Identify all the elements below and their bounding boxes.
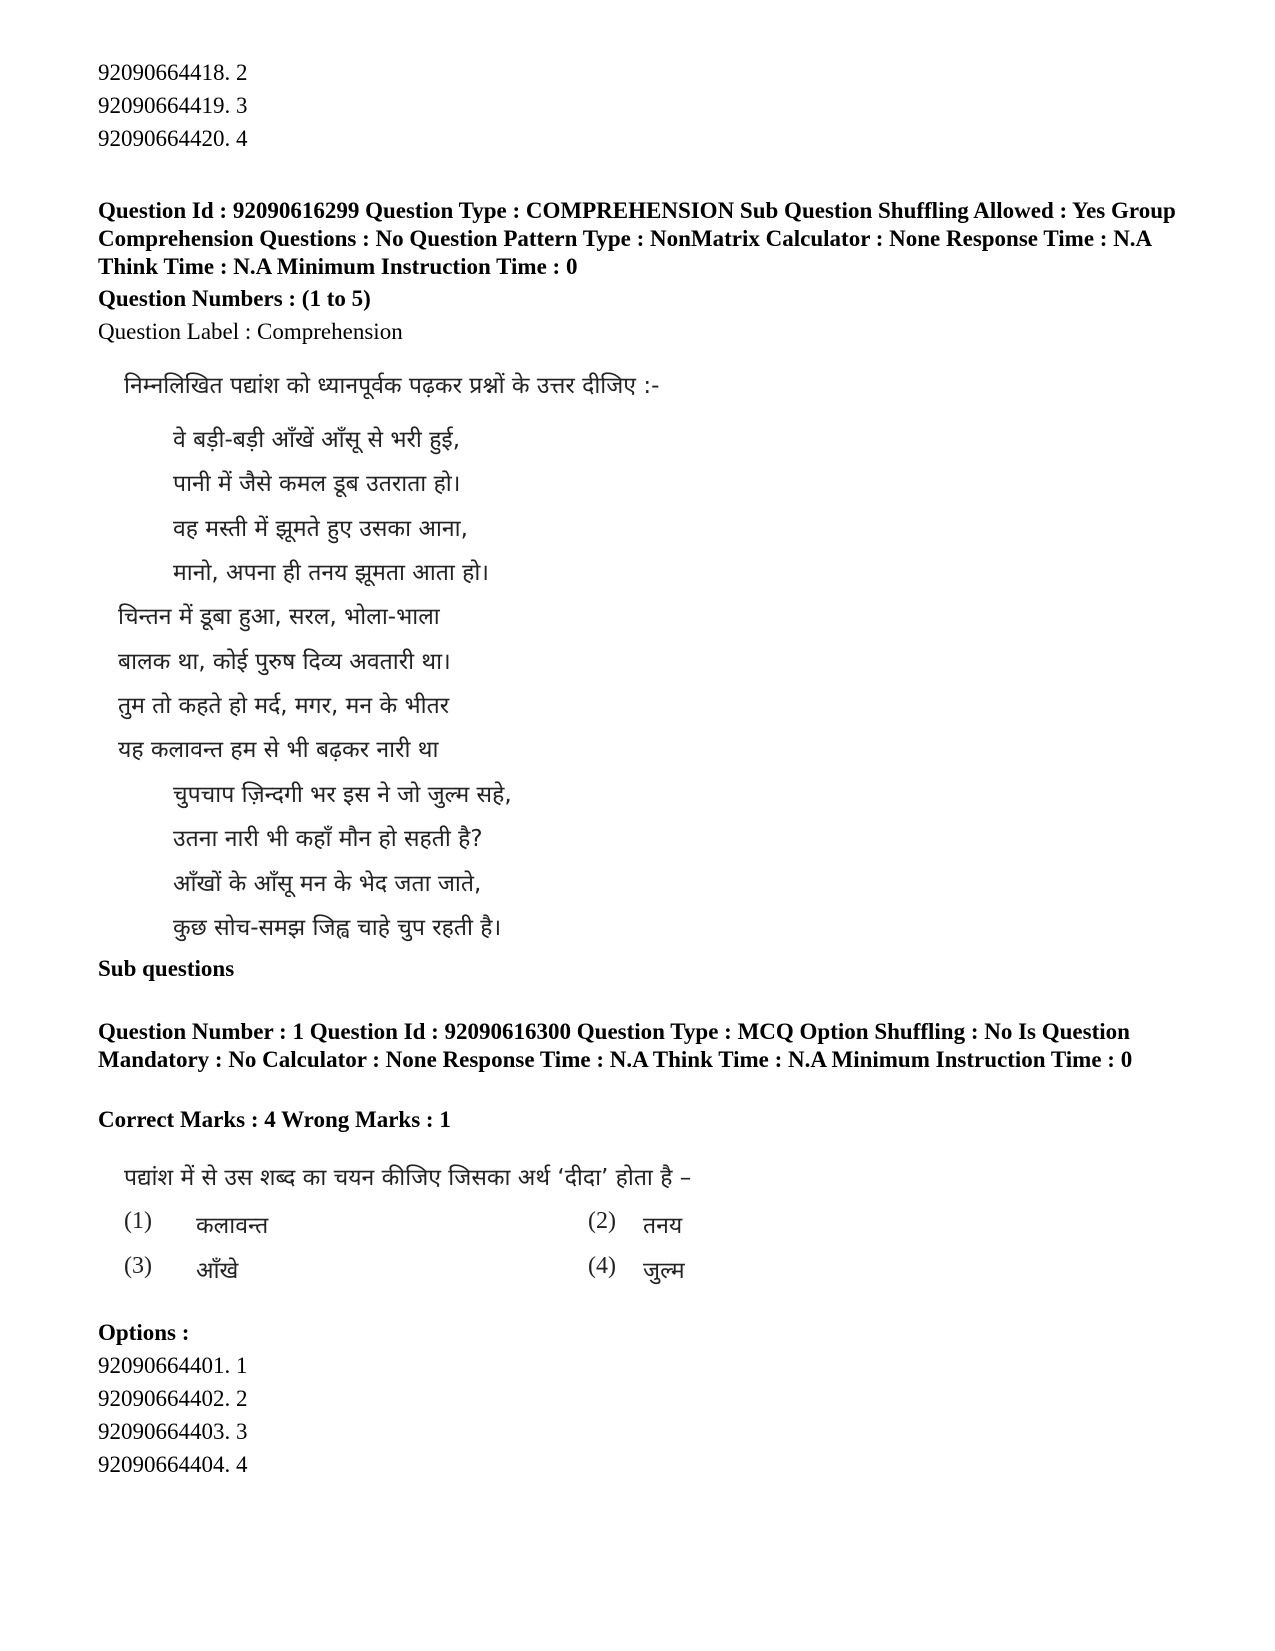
- previous-options: [98, 56, 248, 155]
- verse-line: उतना नारी भी कहाँ मौन हो सहती है?: [173, 826, 483, 852]
- choice-4: [588, 1253, 616, 1280]
- verse-line: मानो, अपना ही तनय झूमता आता हो।: [173, 560, 490, 586]
- choice-text: आँखे: [196, 1258, 239, 1284]
- option-line: 92090664420. 4: [98, 126, 248, 151]
- choice-1: [124, 1208, 152, 1235]
- verse-line: चिन्तन में डूबा हुआ, सरल, भोला-भाला: [118, 604, 440, 630]
- option-line: 92090664403. 3: [98, 1419, 248, 1444]
- options-label: Options :: [98, 1320, 190, 1345]
- choice-number: (2): [588, 1208, 616, 1234]
- passage-instruction: निम्नलिखित पद्यांश को ध्यानपूर्वक पढ़कर प्रश्नों के उत्तर दीजिए :-: [124, 373, 660, 399]
- choice-number: (3): [124, 1253, 152, 1279]
- option-line: 92090664402. 2: [98, 1386, 248, 1411]
- choice-text: जुल्म: [643, 1258, 685, 1284]
- question-meta: Question Number : 1 Question Id : 92090616300 Question Type : MCQ Option Shuffling : No Is Question Mandatory : No Calculator : None Response Time : N.A Think Time : N.A Minimum Instruction Time : 0: [98, 1019, 1133, 1072]
- choice-3: [124, 1253, 152, 1280]
- option-line: 92090664419. 3: [98, 93, 248, 118]
- verse-line: कुछ सोच-समझ जिह्व चाहे चुप रहती है।: [173, 915, 502, 941]
- sub-questions-label: Sub questions: [98, 956, 235, 981]
- choice-text: कलावन्त: [196, 1213, 269, 1239]
- option-line: 92090664404. 4: [98, 1452, 248, 1477]
- question-text: पद्यांश में से उस शब्द का चयन कीजिए जिसका अर्थ ‘दीदा’ होता है –: [124, 1165, 692, 1191]
- verse-line: वे बड़ी-बड़ी आँखें आँसू से भरी हुई,: [173, 427, 461, 453]
- verse-line: यह कलावन्त हम से भी बढ़कर नारी था: [118, 737, 439, 763]
- marks-info: Correct Marks : 4 Wrong Marks : 1: [98, 1107, 451, 1132]
- choice-text: तनय: [643, 1213, 683, 1239]
- question-body: [98, 1156, 798, 1306]
- choice-number: (1): [124, 1208, 152, 1234]
- verse-line: बालक था, कोई पुरुष दिव्य अवतारी था।: [118, 649, 451, 675]
- passage: [98, 366, 798, 1016]
- choice-number: (4): [588, 1253, 616, 1279]
- options-list: [98, 1349, 248, 1481]
- option-line: 92090664418. 2: [98, 60, 248, 85]
- verse-line: आँखों के आँसू मन के भेद जता जाते,: [173, 871, 482, 897]
- verse-line: वह मस्ती में झूमते हुए उसका आना,: [173, 516, 468, 542]
- question-numbers: Question Numbers : (1 to 5): [98, 286, 371, 311]
- comprehension-meta: Question Id : 92090616299 Question Type : COMPREHENSION Sub Question Shuffling Allowed : Yes Group Comprehension Questions : No Question Pattern Type : NonMatrix Calculator : None Response Time : N.A Think Time : N.A Minimum Instruction Time : 0: [98, 198, 1176, 279]
- verse-line: तुम तो कहते हो मर्द, मगर, मन के भीतर: [118, 693, 450, 719]
- choice-2: [588, 1208, 616, 1235]
- option-line: 92090664401. 1: [98, 1353, 248, 1378]
- verse-line: पानी में जैसे कमल डूब उतराता हो।: [173, 471, 461, 497]
- question-label: Question Label : Comprehension: [98, 319, 403, 344]
- verse-line: चुपचाप ज़िन्दगी भर इस ने जो जुल्म सहे,: [173, 782, 512, 808]
